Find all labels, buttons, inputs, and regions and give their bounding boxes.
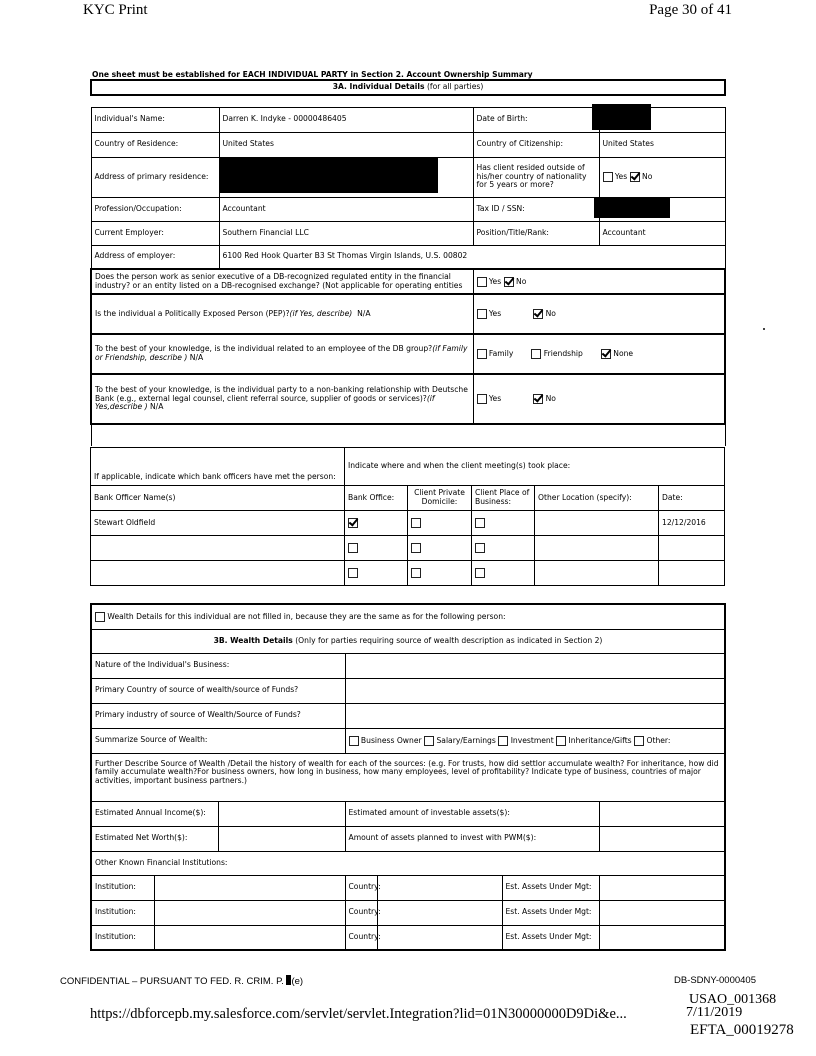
sheet-note: One sheet must be established for EACH INDIVIDUAL PARTY in Section 2. Account Ownership Summary xyxy=(92,70,533,79)
col-officer: Bank Officer Name(s) xyxy=(91,486,345,511)
row1-date: 12/12/2016 xyxy=(659,511,725,536)
col-other: Other Location (specify): xyxy=(535,486,659,511)
investable-value xyxy=(599,801,725,826)
row2-business-checkbox[interactable] xyxy=(475,543,485,553)
resided-question: Has client resided outside of his/her country of nationality for 5 years or more? xyxy=(473,157,599,197)
annual-income-value xyxy=(218,801,345,826)
inheritance-checkbox[interactable] xyxy=(556,736,566,746)
row1-officer: Stewart Oldfield xyxy=(91,511,345,536)
related-question: To the best of your knowledge, is the individual related to an employee of the DB group?(if Family or Friendship, describe ) N/A xyxy=(91,334,473,374)
row1-business-checkbox[interactable] xyxy=(475,518,485,528)
institution-row: Institution: Country: Est. Assets Under Mgt: xyxy=(91,900,725,925)
row3-domicile-checkbox[interactable] xyxy=(411,568,421,578)
col-domicile: Client Private Domicile: xyxy=(408,486,472,511)
meeting-row xyxy=(91,536,725,561)
profession-value: Accountant xyxy=(219,197,473,221)
row2-domicile-checkbox[interactable] xyxy=(411,543,421,553)
col-business: Client Place of Business: xyxy=(472,486,535,511)
summarize-label: Summarize Source of Wealth: xyxy=(91,728,345,753)
taxid-label: Tax ID / SSN: xyxy=(473,197,599,221)
row3-business-checkbox[interactable] xyxy=(475,568,485,578)
efta-number: EFTA_00019278 xyxy=(690,1022,794,1038)
row1-other xyxy=(535,511,659,536)
col-date: Date: xyxy=(659,486,725,511)
residence-value: United States xyxy=(219,132,473,157)
address-label: Address of primary residence: xyxy=(91,157,219,197)
senior-exec-question: Does the person work as senior executive of a DB-recognized regulated entity in the financial industry? or an entity listed on a DB-recognised exchange? (Not applicable for operating entities xyxy=(91,269,473,294)
name-value: Darren K. Indyke - 00000486405 xyxy=(219,107,473,132)
confidential-notice: CONFIDENTIAL – PURSUANT TO FED. R. CRIM. P. (e) xyxy=(60,976,304,987)
employer-address-value: 6100 Red Hook Quarter B3 St Thomas Virgin Islands, U.S. 00802 xyxy=(219,245,725,269)
meeting-row xyxy=(91,511,725,536)
senior-yes-checkbox[interactable] xyxy=(477,277,487,287)
nature-label: Nature of the Individual's Business: xyxy=(91,653,345,678)
position-label: Position/Title/Rank: xyxy=(473,221,599,245)
stray-dot xyxy=(763,328,765,330)
related-family-checkbox[interactable] xyxy=(477,349,487,359)
resided-no-checkbox[interactable] xyxy=(630,172,640,182)
nonbanking-yes-checkbox[interactable] xyxy=(477,394,487,404)
usao-number: USAO_001368 xyxy=(689,992,777,1007)
bates-number: DB-SDNY-0000405 xyxy=(673,975,756,986)
meetings-table xyxy=(90,447,725,586)
resided-options: Yes No xyxy=(599,157,725,197)
address-redaction xyxy=(219,157,438,193)
other-fi-label: Other Known Financial Institutions: xyxy=(91,851,725,875)
employer-value: Southern Financial LLC xyxy=(219,221,473,245)
institution-row: Institution: Country: Est. Assets Under Mgt: xyxy=(91,875,725,900)
individual-details-table xyxy=(90,79,726,446)
institution-row: Institution: Country: Est. Assets Under Mgt: xyxy=(91,925,725,950)
net-worth-value xyxy=(218,826,345,851)
country-value xyxy=(345,678,725,703)
annual-income-label: Estimated Annual Income($): xyxy=(91,801,218,826)
pep-no-checkbox[interactable] xyxy=(533,309,543,319)
officers-prompt: If applicable, indicate which bank officers have met the person: xyxy=(91,448,345,486)
row1-domicile-checkbox[interactable] xyxy=(411,518,421,528)
nonbanking-options: Yes No xyxy=(473,374,725,424)
industry-label: Primary industry of source of Wealth/Source of Funds? xyxy=(91,703,345,728)
summarize-options: Business Owner Salary/Earnings Investment Inheritance/Gifts Other: xyxy=(345,728,725,753)
related-options: Family Friendship None xyxy=(473,334,725,374)
net-worth-label: Estimated Net Worth($): xyxy=(91,826,218,851)
row3-office-checkbox[interactable] xyxy=(348,568,358,578)
section-3b-title: 3B. Wealth Details (Only for parties requiring source of wealth description as indicated in Section 2) xyxy=(91,629,725,653)
print-title: KYC Print xyxy=(83,2,148,18)
dob-label: Date of Birth: xyxy=(473,107,599,132)
pep-question: Is the individual a Politically Exposed Person (PEP)?(if Yes, describe) N/A xyxy=(91,294,473,334)
same-as-checkbox[interactable] xyxy=(95,612,105,622)
nonbanking-no-checkbox[interactable] xyxy=(533,394,543,404)
name-label: Individual's Name: xyxy=(91,107,219,132)
position-value: Accountant xyxy=(599,221,725,245)
industry-value xyxy=(345,703,725,728)
employer-address-label: Address of employer: xyxy=(91,245,219,269)
row2-office-checkbox[interactable] xyxy=(348,543,358,553)
source-url: https://dbforcepb.my.salesforce.com/servlet/servlet.Integration?lid=01N30000000D9Di&e... xyxy=(90,1006,627,1022)
describe-text: Further Describe Source of Wealth /Detail the history of wealth for each of the sources: (e.g. For trusts, how did settlor accumulate wealth? For inheritance, how did family accumulate wealth?For business owners, how long in business, how many employees, level of profitability? Indicate type of business, countries of major activities, important business partners.) xyxy=(91,753,725,801)
print-date: 7/11/2019 xyxy=(686,1005,743,1020)
same-as-note: Wealth Details for this individual are not filled in, because they are the same as for the following person: xyxy=(91,604,725,629)
row1-office-checkbox[interactable] xyxy=(348,518,358,528)
where-prompt: Indicate where and when the client meeting(s) took place: xyxy=(345,448,725,486)
investment-checkbox[interactable] xyxy=(498,736,508,746)
page-number: Page 30 of 41 xyxy=(649,2,732,18)
residence-label: Country of Residence: xyxy=(91,132,219,157)
resided-yes-checkbox[interactable] xyxy=(603,172,613,182)
dob-redaction xyxy=(592,104,651,130)
nonbanking-question: To the best of your knowledge, is the individual party to a non-banking relationship with Deutsche Bank (e.g., external legal counsel, client referral source, supplier of goods or services)?(if Yes,describe ) N/A xyxy=(91,374,473,424)
planned-value xyxy=(599,826,725,851)
senior-no-checkbox[interactable] xyxy=(504,277,514,287)
senior-exec-options: Yes No xyxy=(473,269,725,294)
related-friendship-checkbox[interactable] xyxy=(531,349,541,359)
employer-label: Current Employer: xyxy=(91,221,219,245)
citizenship-label: Country of Citizenship: xyxy=(473,132,599,157)
wealth-details-table xyxy=(90,603,726,951)
pep-options: Yes No xyxy=(473,294,725,334)
planned-label: Amount of assets planned to invest with PWM($): xyxy=(345,826,599,851)
section-3a-title: 3A. Individual Details (for all parties) xyxy=(91,80,725,95)
business-owner-checkbox[interactable] xyxy=(349,736,359,746)
investable-label: Estimated amount of investable assets($): xyxy=(345,801,599,826)
country-label: Primary Country of source of wealth/source of Funds? xyxy=(91,678,345,703)
meeting-row xyxy=(91,561,725,586)
nature-value xyxy=(345,653,725,678)
salary-checkbox[interactable] xyxy=(424,736,434,746)
citizenship-value: United States xyxy=(599,132,725,157)
pep-yes-checkbox[interactable] xyxy=(477,309,487,319)
other-checkbox[interactable] xyxy=(634,736,644,746)
related-none-checkbox[interactable] xyxy=(601,349,611,359)
col-office: Bank Office: xyxy=(345,486,408,511)
profession-label: Profession/Occupation: xyxy=(91,197,219,221)
taxid-redaction xyxy=(594,197,670,218)
